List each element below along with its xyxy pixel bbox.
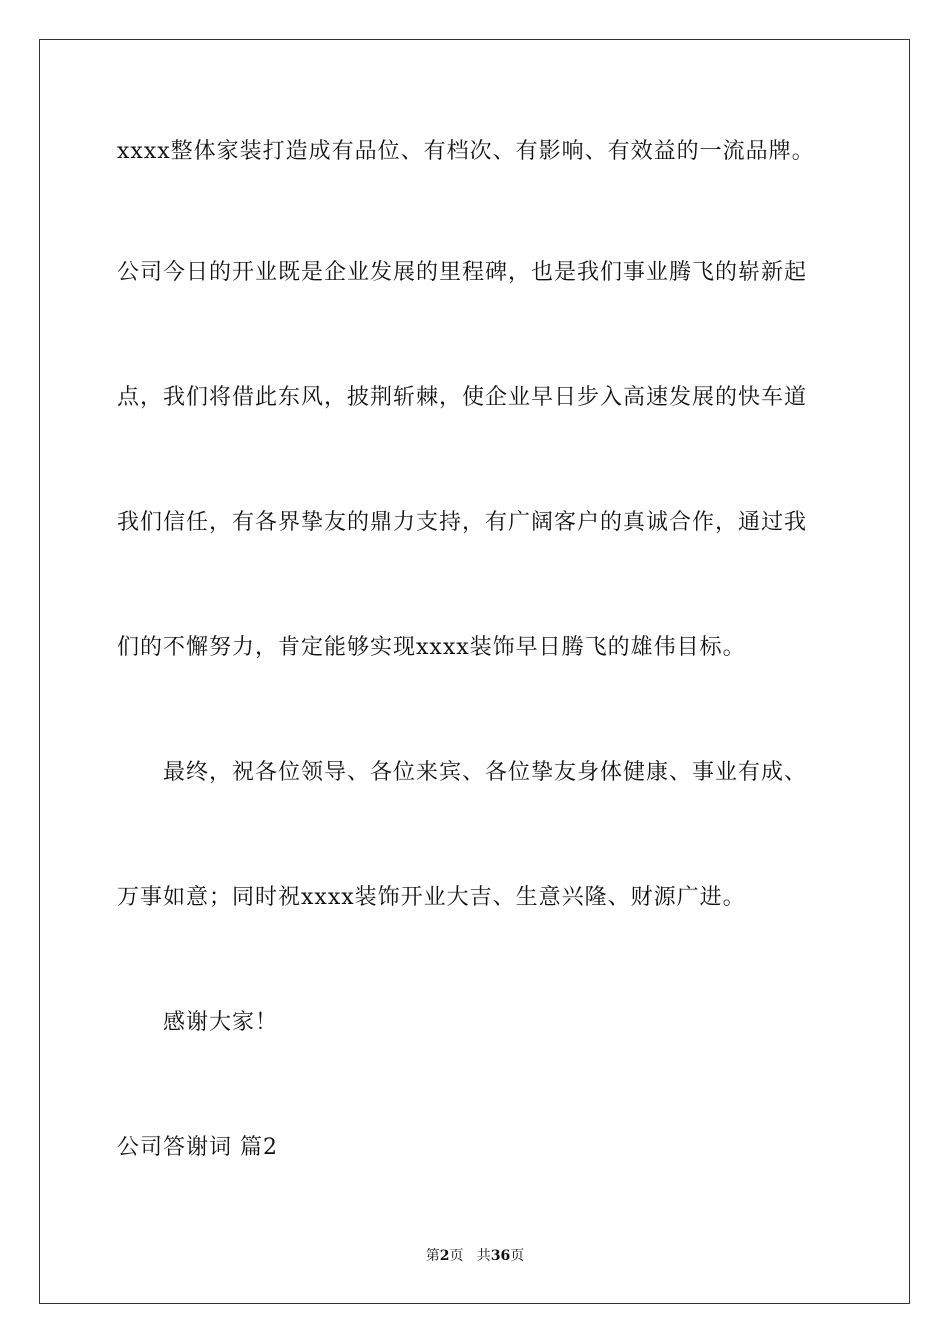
footer-total-pages: 36: [490, 1248, 511, 1264]
footer-page-suffix: 页 共: [449, 1248, 491, 1264]
footer-total-suffix: 页: [510, 1248, 525, 1264]
body-line-5: 们的不懈努力，肯定能够实现xxxx装饰早日腾飞的雄伟目标。: [117, 635, 746, 660]
footer-page-number: 2: [439, 1248, 450, 1264]
page-footer: [0, 1247, 950, 1265]
body-line-2: 公司今日的开业既是企业发展的里程碑，也是我们事业腾飞的崭新起: [117, 260, 808, 285]
section-heading: 公司答谢词 篇2: [117, 1135, 278, 1160]
body-line-6: 最终，祝各位领导、各位来宾、各位挚友身体健康、事业有成、: [163, 760, 808, 785]
body-line-4: 我们信任，有各界挚友的鼎力支持，有广阔客户的真诚合作，通过我: [117, 510, 808, 535]
footer-page-prefix: 第: [425, 1248, 440, 1264]
body-line-8: 感谢大家！: [163, 1010, 279, 1035]
body-line-1: xxxx整体家装打造成有品位、有档次、有影响、有效益的一流品牌。: [117, 139, 815, 164]
body-line-3: 点，我们将借此东风，披荆斩棘，使企业早日步入高速发展的快车道: [117, 385, 808, 410]
page-border: [39, 39, 910, 1304]
body-line-7: 万事如意；同时祝xxxx装饰开业大吉、生意兴隆、财源广进。: [117, 885, 746, 910]
